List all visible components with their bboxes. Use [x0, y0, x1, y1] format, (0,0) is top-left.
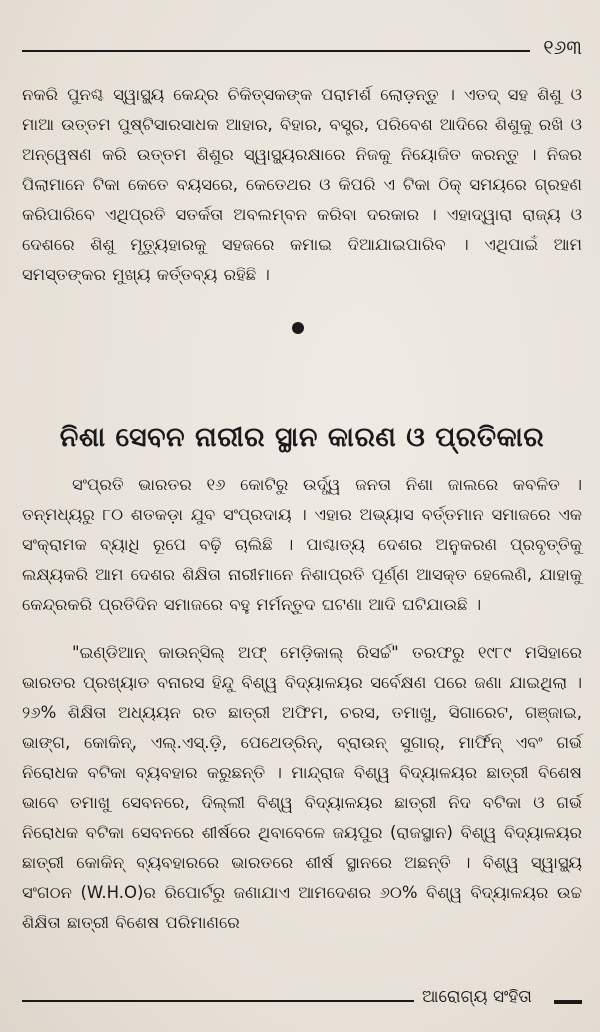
section-title: ନିଶା ସେବନ ନାରୀର ସ୍ଥାନ କାରଣ ଓ ପ୍ରତିକାର	[59, 422, 545, 454]
book-title: ଆରୋଗ୍ୟ ସଂହିତା	[422, 987, 532, 1007]
body-paragraph-2: "ଇଣ୍ଡିଆନ୍ କାଉନ୍‌ସିଲ୍ ଅଫ୍ ମେଡ଼ିକାଲ୍ ରିସର୍ଚ୍ଚ" ତରଫରୁ ୧୯୮୯ ମସିହାରେ ଭାରତର ପ୍ରଖ୍ୟାତ ବନାରସ ହିନ୍ଦୁ ବିଶ୍ୱ ବିଦ୍ୟାଳୟର ସର୍ବେକ୍ଷଣ ପରେ ଜଣା ଯାଇଥିଲା । ୨୬% ଶିକ୍ଷିତା ଅଧ୍ୟୟନ ରତ ଛାତ୍ରୀ ଅଫିମ, ଚରସ, ତମାଖୁ, ସିଗାରେଟ, ଗଞ୍ଜାଇ, ଭାଙ୍ଗ, କୋକିନ୍, ଏଲ୍.ଏସ୍.ଡ଼ି, ପେଥେଡ୍ରିନ୍, ବ୍ରାଉନ୍ ସୁଗାର୍, ମାର୍ଫିନ୍ ଏବଂ ଗର୍ଭ ନିରୋଧକ ବଟିକା ବ୍ୟବହାର କରୁଛନ୍ତି । ମାନ୍ଦ୍ରାଜ ବିଶ୍ୱ ବିଦ୍ୟାଳୟର ଛାତ୍ରୀ ବିଶେଷ ଭାବେ ତମାଖୁ ସେବନରେ, ଦିଲ୍ଲୀ ବିଶ୍ୱ ବିଦ୍ୟାଳୟର ଛାତ୍ରୀ ନିଦ ବଟିକା ଓ ଗର୍ଭ ନିରୋଧକ ବଟିକା ସେବନରେ ଶୀର୍ଷରେ ଥିବାବେଳେ ଜୟପୁର (ରାଜସ୍ଥାନ) ବିଶ୍ୱ ବିଦ୍ୟାଳୟର ଛାତ୍ରୀ କୋକିନ୍ ବ୍ୟବହାରରେ ଭାରତରେ ଶୀର୍ଷ ସ୍ଥାନରେ ଅଛନ୍ତି । ବିଶ୍ୱ ସ୍ୱାସ୍ଥ୍ୟ ସଂଗଠନ (W.H.O)ର ରିପୋର୍ଟରୁ ଜଣାଯାଏ ଆମଦେଶର ୬୦% ବିଶ୍ୱ ବିଦ୍ୟାଳୟର ଉଚ୍ଚ ଶିକ୍ଷିତା ଛାତ୍ରୀ ବିଶେଷ ପରିମାଣରେ	[22, 643, 582, 932]
section-divider-dot	[292, 322, 304, 334]
footer-rule-left	[22, 1000, 414, 1002]
page-header	[22, 34, 584, 64]
footer-rule-right	[554, 1000, 582, 1004]
intro-paragraph: ନକରି ପୁନଶ୍ଚ ସ୍ୱାସ୍ଥ୍ୟ କେନ୍ଦ୍ର ଚିକିତ୍ସକଙ୍କ ପରାମର୍ଶ ଲୋଡ଼ନ୍ତୁ । ଏତଦ୍ ସହ ଶିଶୁ ଓ ମାଆ ଉତ୍ତମ ପୁଷ୍ଟିସାରସାଧକ ଆହାର, ବିହାର, ବସ୍ତ୍ର, ପରିବେଶ ଆଦିରେ ଶିଶୁକୁ ରଖି ଓ ଅନ୍ୱେଷଣ କରି ଉତ୍ତମ ଶିଶୁର ସ୍ୱାସ୍ଥ୍ୟରକ୍ଷାରେ ନିଜକୁ ନିୟୋଜିତ କରନ୍ତୁ । ନିଜର ପିଲାମାନେ ଟିକା କେତେ ବୟସରେ, କେତେଥର ଓ କିପରି ଏ ଟିକା ଠିକ୍ ସମୟରେ ଗ୍ରହଣ କରିପାରିବେ ଏଥିପ୍ରତି ସତର୍କତା ଅବଲମ୍ବନ କରିବା ଦରକାର । ଏହାଦ୍ୱାରା ରାଜ୍ୟ ଓ ଦେଶରେ ଶିଶୁ ମୃତ୍ୟୁହାରକୁ ସହଜରେ କମାଇ ଦିଆଯାଇପାରିବ । ଏଥିପାଇଁ ଆମ ସମସ୍ତଙ୍କର ମୁଖ୍ୟ କର୍ତ୍ତବ୍ୟ ରହିଛି ।	[22, 85, 582, 284]
body-paragraph-1: ସଂପ୍ରତି ଭାରତର ୧୬ କୋଟିରୁ ଉର୍ଦ୍ଧ୍ୱ ଜନତା ନିଶା ଜାଲରେ କବଳିତ । ତନ୍ମଧ୍ୟରୁ ୮୦ ଶତକଡ଼ା ଯୁବ ସଂପ୍ରଦାୟ । ଏହାର ଅଭ୍ୟାସ ବର୍ତ୍ତମାନ ସମାଜରେ ଏକ ସଂକ୍ରାମକ ବ୍ୟାଧି ରୂପେ ବଢ଼ି ଚାଲିଛି । ପାଶ୍ଚାତ୍ୟ ଦେଶର ଅନୁକରଣ ପ୍ରବୃତ୍ତିକୁ ଲକ୍ଷ୍ୟକରି ଆମ ଦେଶର ଶିକ୍ଷିତା ନାରୀମାନେ ନିଶାପ୍ରତି ପୂର୍ଣ୍ଣ ଆସକ୍ତ ହେଲେଣି, ଯାହାକୁ କେନ୍ଦ୍ରକରି ପ୍ରତିଦିନ ସମାଜରେ ବହୁ ମର୍ମନ୍ତୁଦ ଘଟଣା ଆଦି ଘଟିଯାଉଛି ।	[22, 475, 582, 614]
header-rule	[22, 50, 530, 52]
page-number: ୧୬୩	[543, 35, 582, 59]
page-footer	[22, 982, 584, 1016]
